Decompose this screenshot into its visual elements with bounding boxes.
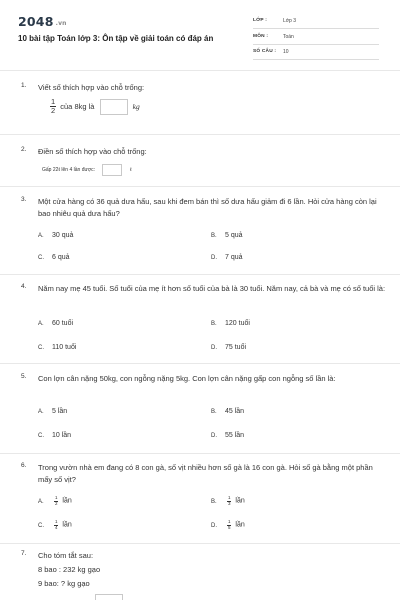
question-2-small-text: Gấp 22ℓ lên 4 lần được: — [42, 166, 95, 173]
answer-box[interactable] — [102, 164, 122, 176]
fraction-denominator: 2 — [54, 500, 58, 506]
question-6 — [0, 462, 400, 544]
option-text: lần — [235, 497, 245, 505]
question-number: 2. — [21, 146, 27, 153]
question-7-line-2: 9 bao: ? kg gạo — [38, 579, 90, 588]
header — [0, 0, 400, 68]
option-letter: A. — [38, 498, 44, 505]
fraction — [50, 98, 56, 115]
option-text: 110 tuổi — [52, 344, 77, 351]
option-letter: D. — [211, 255, 217, 261]
option-text: lần — [235, 521, 245, 529]
logo-suffix: .vn — [55, 20, 67, 27]
meta-count — [253, 45, 379, 60]
divider — [0, 453, 400, 454]
unit-label: kg — [132, 102, 140, 111]
question-1-answer-line — [50, 98, 140, 115]
question-number: 3. — [21, 196, 27, 203]
option-c[interactable] — [38, 520, 72, 530]
divider — [0, 543, 400, 544]
option-c[interactable] — [38, 344, 76, 351]
option-text: 5 quả — [225, 232, 243, 239]
question-text: Một cửa hàng có 36 quả dưa hấu, sau khi đem bán thì số dưa hấu giảm đi 6 lần. Hỏi cửa hàng còn lại bao nhiêu quả dưa hấu? — [38, 197, 377, 218]
question-text: Viết số thích hợp vào chỗ trống: — [38, 83, 145, 92]
meta-class-value: Lớp 3 — [283, 18, 297, 24]
option-a[interactable] — [38, 320, 73, 327]
option-text: 45 lần — [225, 408, 245, 415]
option-letter: A. — [38, 233, 44, 239]
option-letter: C. — [38, 522, 44, 529]
option-text: 60 tuổi — [52, 320, 74, 327]
logo[interactable] — [18, 14, 67, 29]
option-text: 30 quả — [52, 232, 74, 239]
option-a[interactable] — [38, 408, 67, 415]
option-a[interactable] — [38, 232, 73, 239]
option-b[interactable] — [211, 232, 243, 239]
option-letter: B. — [211, 321, 217, 327]
option-c[interactable] — [38, 254, 70, 261]
fraction-numerator: 1 — [227, 495, 231, 500]
option-text: 6 quả — [52, 254, 70, 261]
question-text: Điền số thích hợp vào chỗ trống: — [38, 147, 147, 156]
option-text: 75 tuổi — [225, 344, 247, 351]
meta-subject-value: Toán — [283, 34, 294, 40]
option-text: 7 quả — [225, 254, 243, 261]
option-text: 55 lần — [225, 432, 245, 439]
option-d[interactable] — [211, 344, 246, 351]
question-7 — [0, 550, 400, 600]
question-2-answer-line — [42, 161, 132, 179]
option-text: lần — [62, 521, 72, 529]
divider — [0, 70, 400, 71]
option-text: 5 lần — [52, 408, 68, 415]
page-title: 10 bài tập Toán lớp 3: Ôn tập về giải toán có đáp án — [18, 34, 214, 43]
meta-subject-key: MÔN : — [253, 34, 269, 39]
question-4 — [0, 283, 400, 363]
meta-count-value: 10 — [283, 49, 289, 55]
logo-main: 2048 — [18, 14, 54, 29]
question-1 — [0, 82, 400, 132]
option-letter: C. — [38, 345, 44, 351]
option-letter: D. — [211, 522, 217, 529]
fraction-numerator: 1 — [227, 519, 231, 524]
fraction-denominator: 4 — [54, 524, 58, 530]
option-b[interactable] — [211, 496, 245, 506]
option-letter: B. — [211, 498, 217, 505]
option-text: 10 lần — [52, 432, 72, 439]
question-number: 7. — [21, 550, 27, 557]
divider — [0, 186, 400, 187]
option-text: lần — [62, 497, 72, 505]
question-text: Năm nay mẹ 45 tuổi. Số tuổi của mẹ ít hơn số tuổi của bà là 30 tuổi. Năm nay, cả bà và mẹ có số tuổi là: — [38, 284, 386, 293]
fraction-numerator: 1 — [51, 97, 56, 106]
divider — [0, 274, 400, 275]
question-number: 6. — [21, 462, 27, 469]
divider — [0, 363, 400, 364]
option-letter: B. — [211, 233, 217, 239]
question-1-mid-text: của 8kg là — [60, 102, 95, 111]
question-5 — [0, 373, 400, 453]
fraction-denominator: 5 — [227, 524, 231, 530]
option-c[interactable] — [38, 432, 71, 439]
option-letter: D. — [211, 345, 217, 351]
question-text: Con lợn cân nặng 50kg, con ngỗng nặng 5kg. Con lợn cân nặng gấp con ngỗng số lần là: — [38, 374, 336, 383]
meta-class — [253, 14, 379, 29]
question-7-line-1: 8 bao : 232 kg gạo — [38, 565, 101, 574]
meta-count-key: SỐ CÂU : — [253, 49, 277, 54]
answer-box[interactable] — [100, 99, 128, 115]
option-b[interactable] — [211, 408, 244, 415]
answer-box[interactable] — [95, 594, 123, 600]
fraction — [227, 520, 232, 530]
option-d[interactable] — [211, 520, 245, 530]
fraction-denominator: 2 — [51, 106, 56, 115]
fraction — [54, 520, 59, 530]
option-letter: B. — [211, 409, 217, 415]
option-a[interactable] — [38, 496, 72, 506]
meta-class-key: LỚP : — [253, 18, 268, 23]
question-number: 4. — [21, 283, 27, 290]
option-b[interactable] — [211, 320, 250, 327]
fraction — [54, 496, 59, 506]
fraction — [227, 496, 232, 506]
option-letter: A. — [38, 409, 44, 415]
option-letter: C. — [38, 433, 44, 439]
fraction-numerator: 1 — [54, 495, 58, 500]
meta-subject — [253, 30, 379, 45]
option-d[interactable] — [211, 432, 244, 439]
question-number: 1. — [21, 82, 27, 89]
question-3 — [0, 196, 400, 276]
option-letter: A. — [38, 321, 44, 327]
fraction-numerator: 1 — [54, 519, 58, 524]
question-number: 5. — [21, 373, 27, 380]
question-text: Trong vườn nhà em đang có 8 con gà, số vịt nhiều hơn số gà là 16 con gà. Hỏi số gà bằng một phần mấy số vịt? — [38, 463, 373, 484]
divider — [0, 134, 400, 135]
unit-label: ℓ — [129, 166, 132, 173]
option-letter: C. — [38, 255, 44, 261]
fraction-denominator: 3 — [227, 500, 231, 506]
question-2 — [0, 146, 400, 186]
question-text: Cho tóm tắt sau: — [38, 551, 94, 560]
option-d[interactable] — [211, 254, 243, 261]
option-text: 120 tuổi — [225, 320, 250, 327]
option-letter: D. — [211, 433, 217, 439]
